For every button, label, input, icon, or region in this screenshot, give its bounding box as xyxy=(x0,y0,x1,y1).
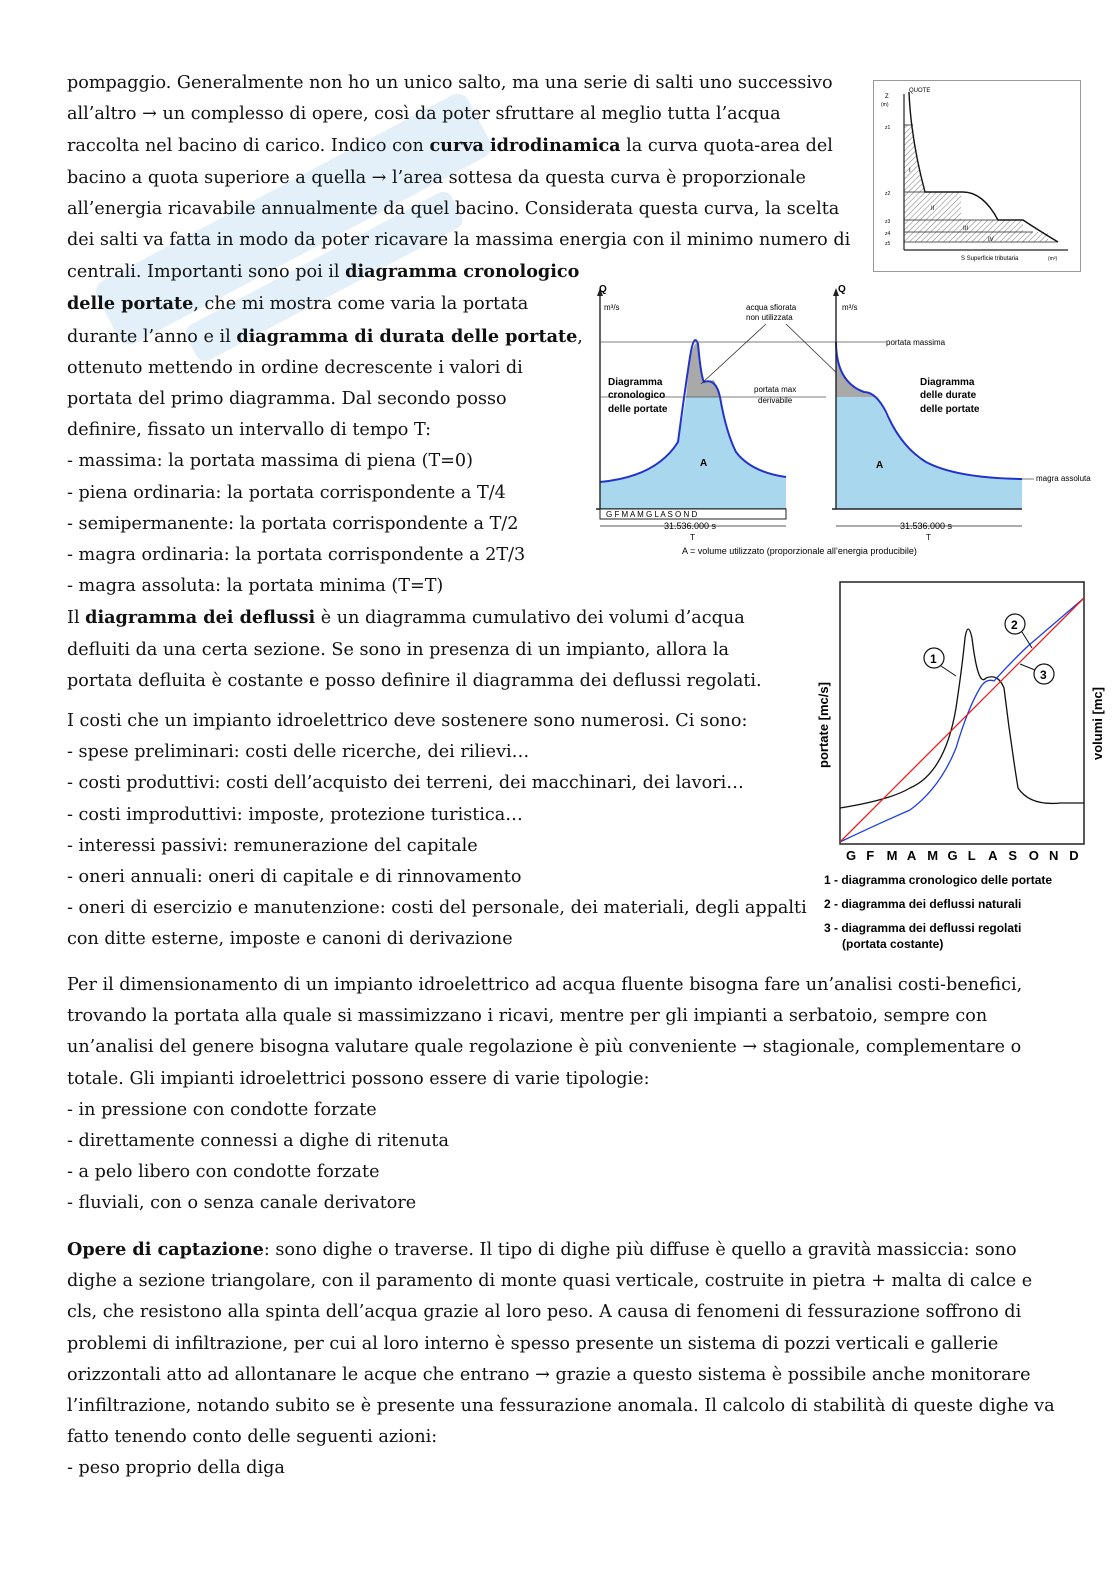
right-title-3: delle portate xyxy=(920,404,980,415)
text-line: dei salti va fatta in modo da poter ricavare la massima energia con il minimo numero di xyxy=(67,230,851,251)
text-line: un’analisi del genere bisogna valutare quale regolazione è più conveniente → stagionale, complementare o xyxy=(67,1037,1022,1058)
tick-z5: z5 xyxy=(885,241,891,247)
text-line: dighe a sezione triangolare, con il paramento di monte quasi verticale, costruite in pietra + malta di calce e xyxy=(67,1271,1033,1292)
list-item: - fluviali, con o senza canale derivatore xyxy=(67,1193,417,1214)
figure-curva-idrodinamica xyxy=(873,80,1081,272)
legend-3-note: (portata costante) xyxy=(842,937,944,951)
list-item: - peso proprio della diga xyxy=(67,1458,285,1479)
label-non-utilizzata: non utilizzata xyxy=(746,313,793,322)
label-quote: QUOTE xyxy=(909,88,931,94)
axis-z-label: Z xyxy=(885,94,889,100)
axis-x-label: S Superficie tributaria xyxy=(961,256,1019,262)
list-item: - piena ordinaria: la portata corrispondente a T/4 xyxy=(67,482,506,503)
month-label: F xyxy=(866,848,875,863)
figure-diagrammi-portate xyxy=(586,282,1112,564)
right-t: T xyxy=(926,533,931,542)
tick-z4: z4 xyxy=(885,231,891,237)
term-diagramma-durata: diagramma di durata delle portate xyxy=(236,325,578,347)
left-months: G F M A M G L A S O N D xyxy=(606,510,698,519)
term-diagramma-deflussi: diagramma dei deflussi xyxy=(85,607,316,629)
right-seconds: 31.536.000 s xyxy=(900,521,953,531)
tick-z1: z1 xyxy=(885,125,891,131)
left-title-3: delle portate xyxy=(608,404,668,415)
list-item: - oneri di esercizio e manutenzione: costi del personale, dei materiali, degli appalti xyxy=(67,898,807,919)
list-item: - spese preliminari: costi delle ricerche, dei rilievi… xyxy=(67,742,530,763)
right-axis-unit: m³/s xyxy=(842,303,858,312)
text-line: Il diagramma dei deflussi è un diagramma cumulativo dei volumi d’acqua xyxy=(67,607,745,629)
figure-diagramma-deflussi xyxy=(810,578,1106,956)
term-opere-captazione: Opere di captazione xyxy=(67,1239,264,1260)
month-label: G xyxy=(947,848,958,863)
list-item: - oneri annuali: oneri di capitale e di rinnovamento xyxy=(67,867,522,888)
text-line: bacino a quota superiore a quella → l’area sottesa da questa curva è proporzionale xyxy=(67,167,806,188)
costs-text xyxy=(67,706,807,956)
callout-3: 3 xyxy=(1040,668,1047,682)
text-line: fatto tenendo conto delle seguenti azioni: xyxy=(67,1427,438,1448)
left-axis-q: Q xyxy=(599,284,607,295)
opere-text xyxy=(67,1234,1055,1485)
legend-3: 3 - diagramma dei deflussi regolati xyxy=(824,921,1022,935)
term-curva-idrodinamica: curva idrodinamica xyxy=(429,135,621,157)
label-region-IV: IV xyxy=(988,237,994,243)
label-derivabile: derivabile xyxy=(758,396,793,405)
legend-1: 1 - diagramma cronologico delle portate xyxy=(824,873,1053,887)
text-line: Opere di captazione: sono dighe o traverse. Il tipo di dighe più diffuse è quello a gravità massiccia: sono xyxy=(67,1239,1017,1260)
list-item: - magra assoluta: la portata minima (T=T) xyxy=(67,576,444,597)
region-IV xyxy=(904,232,1048,242)
list-item: - costi produttivi: costi dell’acquisto dei terreni, dei macchinari, dei lavori… xyxy=(67,773,744,794)
axis-x-unit: (m²) xyxy=(1048,256,1058,262)
text-line: centrali. Importanti sono poi il diagramma cronologico xyxy=(67,261,580,283)
tick-z2: z2 xyxy=(885,191,891,197)
left-title-2: cronologico xyxy=(608,390,666,401)
callout-2: 2 xyxy=(1011,618,1018,632)
left-area-label: A xyxy=(700,458,708,469)
text-line: delle portate, che mi mostra come varia la portata xyxy=(67,293,529,315)
label-magra-assoluta: magra assoluta xyxy=(1036,474,1091,483)
label-region-I: I xyxy=(909,168,911,174)
text-line: con ditte esterne, imposte e canoni di derivazione xyxy=(67,929,513,950)
label-region-III: III xyxy=(963,226,969,232)
text-line: pompaggio. Generalmente non ho un unico salto, ma una serie di salti uno successivo xyxy=(67,73,833,93)
legend-2: 2 - diagramma dei deflussi naturali xyxy=(824,897,1022,911)
month-label: S xyxy=(1008,848,1018,863)
month-label: A xyxy=(988,848,998,863)
text-line: Per il dimensionamento di un impianto idroelettrico ad acqua fluente bisogna fare un’analisi costi-benefici, xyxy=(67,975,1023,995)
month-label: M xyxy=(886,848,898,863)
sizing-text xyxy=(67,970,1022,1220)
right-title-2: delle durate xyxy=(920,390,977,401)
left-t: T xyxy=(690,533,695,542)
label-acqua-sfiorata: acqua sfiorata xyxy=(746,303,797,312)
text-line: all’energia ricavabile annualmente da quel bacino. Considerata questa curva, la scelta xyxy=(67,198,840,219)
list-item: - a pelo libero con condotte forzate xyxy=(67,1162,380,1183)
month-label: G xyxy=(846,848,857,863)
term-diagramma-cronologico: diagramma cronologico xyxy=(345,261,580,283)
list-item: - massima: la portata massima di piena (T=0) xyxy=(67,451,473,472)
figure-caption: A = volume utilizzato (proporzionale all’energia producibile) xyxy=(682,546,917,556)
text-line: totale. Gli impianti idroelettrici possono essere di varie tipologie: xyxy=(67,1068,650,1089)
text-line: ottenuto mettendo in ordine decrescente i valori di xyxy=(67,357,523,378)
list-item: - magra ordinaria: la portata corrispondente a 2T/3 xyxy=(67,545,526,566)
month-label: L xyxy=(967,848,976,863)
axis-right-label: volumi [mc] xyxy=(1090,687,1105,760)
axis-z-unit: (m) xyxy=(881,102,889,108)
text-line: trovando la portata alla quale si massimizzano i ricavi, mentre per gli impianti a serbatoio, sempre con xyxy=(67,1006,988,1027)
month-label: A xyxy=(906,848,917,863)
right-area-label: A xyxy=(876,460,884,471)
month-label: O xyxy=(1028,848,1039,863)
tick-z3: z3 xyxy=(885,219,891,225)
month-label: N xyxy=(1049,848,1059,863)
callout-1: 1 xyxy=(930,652,937,666)
text-line: portata del primo diagramma. Dal secondo posso xyxy=(67,389,507,410)
list-item: - interessi passivi: remunerazione del capitale xyxy=(67,835,478,856)
text-line: all’altro → un complesso di opere, così da poter sfruttare al meglio tutta l’acqua xyxy=(67,104,781,125)
text-line: defluiti da una certa sezione. Se sono in presenza di un impianto, allora la xyxy=(67,639,729,660)
month-label: M xyxy=(927,848,939,863)
list-item: - semipermanente: la portata corrispondente a T/2 xyxy=(67,513,519,534)
right-title-1: Diagramma xyxy=(920,377,975,388)
text-line: definire, fissato un intervallo di tempo T: xyxy=(67,420,432,441)
list-item: - direttamente connessi a dighe di ritenuta xyxy=(67,1131,449,1152)
month-label: D xyxy=(1069,848,1079,863)
right-axis-q: Q xyxy=(838,284,846,295)
text-line: raccolta nel bacino di carico. Indico con curva idrodinamica la curva quota-area del xyxy=(67,135,833,157)
label-portata-massima: portata massima xyxy=(886,338,946,347)
list-item: - in pressione con condotte forzate xyxy=(67,1099,377,1120)
axis-left-label: portate [mc/s] xyxy=(816,682,831,768)
label-region-II: II xyxy=(931,206,935,212)
text-line: I costi che un impianto idroelettrico deve sostenere sono numerosi. Ci sono: xyxy=(67,711,748,731)
label-portata-max: portata max xyxy=(754,385,797,394)
text-line: orizzontali atto ad allontanare le acque che entrano → grazie a questo sistema è possibile anche monitorare xyxy=(67,1364,1031,1385)
left-axis-unit: m³/s xyxy=(604,303,620,312)
text-line: problemi di infiltrazione, per cui al loro interno è spesso presente un sistema di pozzi verticali e gallerie xyxy=(67,1333,999,1354)
text-line: durante l’anno e il diagramma di durata delle portate, xyxy=(67,325,583,347)
left-title-1: Diagramma xyxy=(608,377,663,388)
text-line: cls, che resistono alla spinta dell’acqua grazie al loro peso. A causa di fenomeni di fessurazione soffrono di xyxy=(67,1302,1022,1323)
left-seconds: 31.536.000 s xyxy=(664,521,717,531)
text-line: l’infiltrazione, notando subito se è presente una fessurazione anomala. Il calcolo di stabilità di queste dighe va xyxy=(67,1396,1055,1417)
list-item: - costi improduttivi: imposte, protezione turistica… xyxy=(67,804,523,825)
text-line: portata defluita è costante e posso definire il diagramma dei deflussi regolati. xyxy=(67,670,762,691)
